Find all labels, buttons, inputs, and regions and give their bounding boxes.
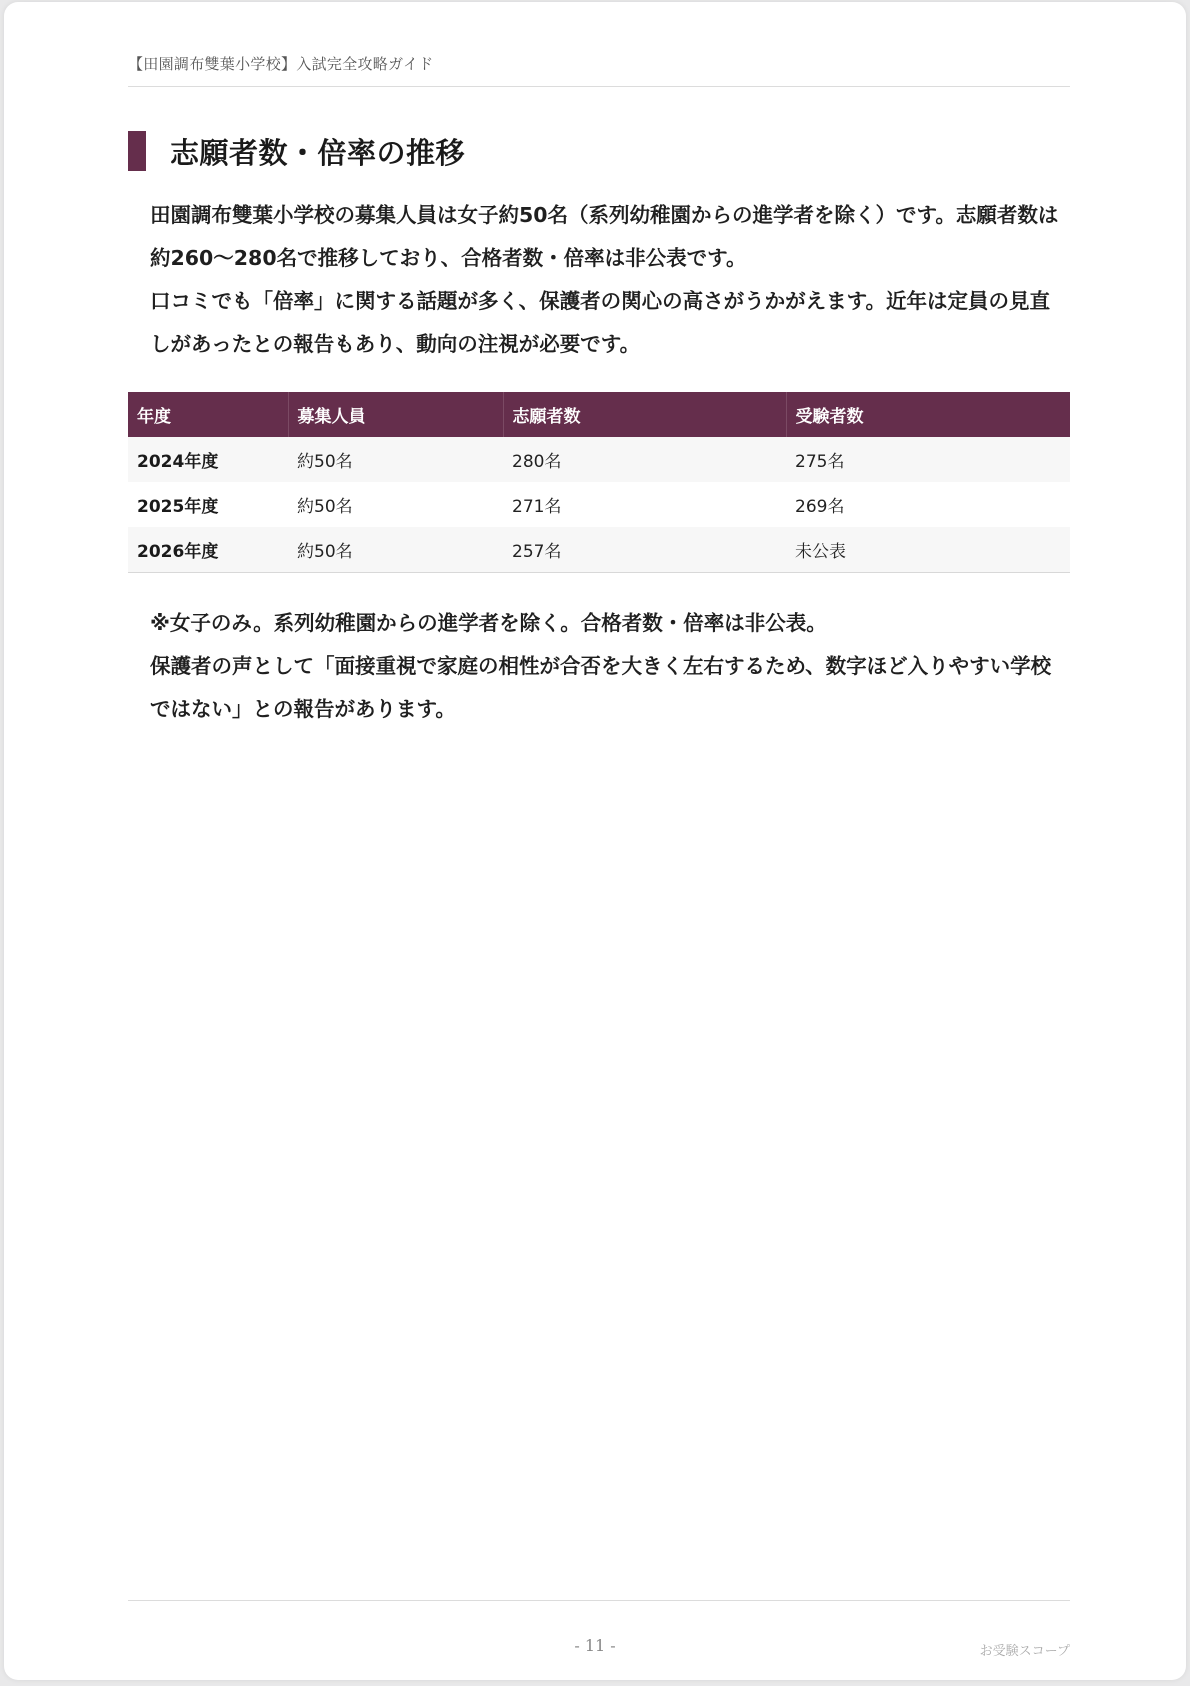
- cell-year: 2024年度: [128, 437, 288, 482]
- cell-examinees: 269名: [786, 482, 1070, 527]
- column-header-applicants: 志願者数: [503, 392, 786, 437]
- table-row: [128, 527, 1070, 573]
- applicants-table: [128, 392, 1070, 573]
- footer-divider: [128, 1600, 1070, 1601]
- cell-applicants: 257名: [503, 527, 786, 573]
- cell-examinees: 未公表: [786, 527, 1070, 573]
- intro-paragraph-2: 口コミでも「倍率」に関する話題が多く、保護者の関心の高さがうかがえます。近年は定員の見直しがあったとの報告もあり、動向の注視が必要です。: [150, 289, 1050, 356]
- heading-accent-bar: [128, 131, 146, 171]
- column-header-examinees: 受験者数: [786, 392, 1070, 437]
- cell-capacity: 約50名: [288, 482, 503, 527]
- cell-capacity: 約50名: [288, 527, 503, 573]
- cell-examinees: 275名: [786, 437, 1070, 482]
- cell-applicants: 271名: [503, 482, 786, 527]
- table-note: ※女子のみ。系列幼稚園からの進学者を除く。合格者数・倍率は非公表。: [150, 611, 827, 635]
- header-title: 【田園調布雙葉小学校】入試完全攻略ガイド: [128, 55, 434, 73]
- table-row: [128, 482, 1070, 527]
- brand-label: お受験スコープ: [979, 1644, 1070, 1659]
- cell-year: 2026年度: [128, 527, 288, 573]
- cell-applicants: 280名: [503, 437, 786, 482]
- parent-voice-note: 保護者の声として「面接重視で家庭の相性が合否を大きく左右するため、数字ほど入りやすい学校ではない」との報告があります。: [150, 654, 1052, 721]
- column-header-capacity: 募集人員: [288, 392, 503, 437]
- column-header-year: 年度: [128, 392, 288, 437]
- intro-paragraph-1: 田園調布雙葉小学校の募集人員は女子約50名（系列幼稚園からの進学者を除く）です。志願者数は約260〜280名で推移しており、合格者数・倍率は非公表です。: [150, 203, 1059, 270]
- running-header: [128, 54, 1070, 87]
- section-title: 志願者数・倍率の推移: [170, 135, 466, 170]
- section-heading: [128, 130, 465, 172]
- table-header-row: [128, 392, 1070, 437]
- document-page: [4, 2, 1186, 1680]
- table-row: [128, 437, 1070, 482]
- page-number: - 11 -: [574, 1636, 616, 1655]
- cell-year: 2025年度: [128, 482, 288, 527]
- cell-capacity: 約50名: [288, 437, 503, 482]
